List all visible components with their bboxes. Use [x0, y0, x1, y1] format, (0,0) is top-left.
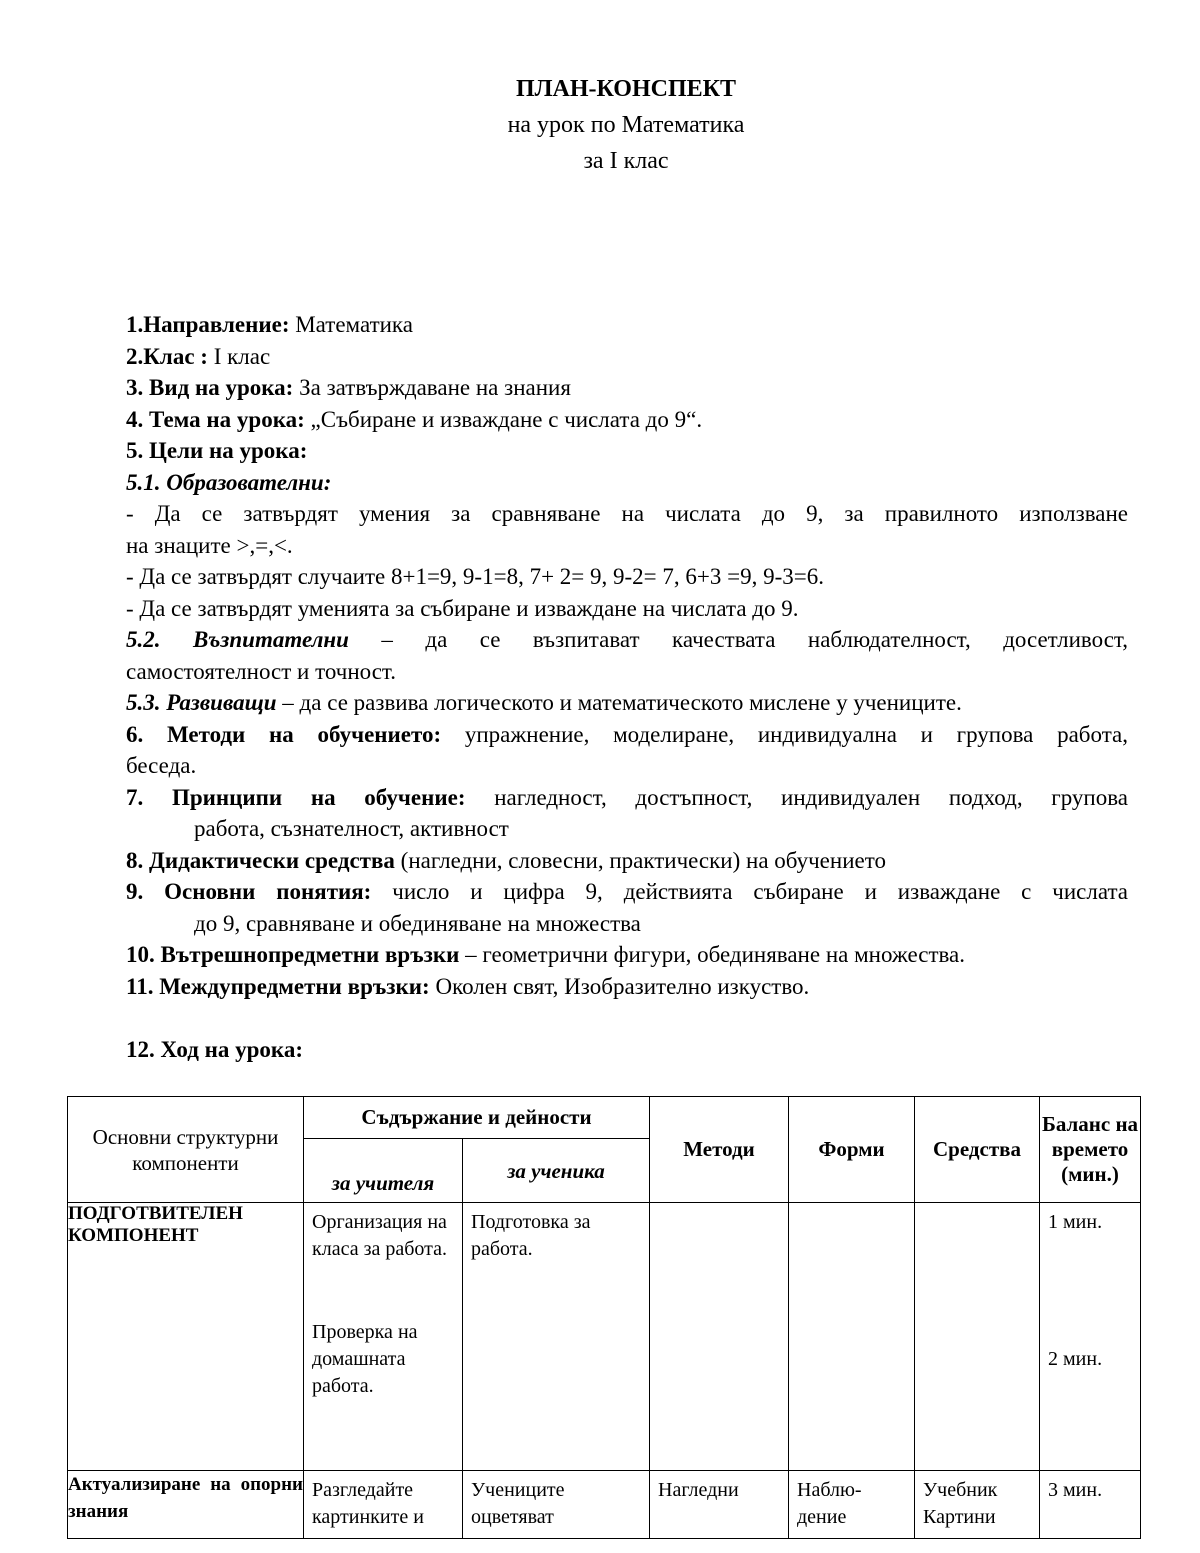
methods-cell: [650, 1471, 789, 1539]
time-value: 1 мин.: [1048, 1211, 1103, 1233]
item-methods-cont: беседа.: [126, 753, 197, 778]
time-value: 3 мин.: [1048, 1479, 1103, 1501]
forms-cell: [789, 1203, 915, 1471]
teacher-cell: [304, 1203, 463, 1471]
forms-cell: [789, 1471, 915, 1539]
time-value: 2 мин.: [1048, 1348, 1103, 1370]
item-goals-educational: 5.1. Образователни:: [126, 470, 332, 495]
forms-value: Наблю-дение: [797, 1479, 862, 1528]
item-lesson-type: 3. Вид на урока: За затвърждаване на знания: [126, 375, 571, 400]
item-goals: 5. Цели на урока:: [126, 438, 308, 463]
goal-line: на знаците >,=,<.: [126, 533, 293, 558]
item-didactic-means: 8. Дидактически средства (нагледни, словесни, практически) на обучението: [126, 848, 886, 873]
item-goals-upbringing: 5.2. Възпитателни – да се възпитават качествата наблюдателност, досетливост,: [126, 627, 1128, 652]
item-principles: 7. Принципи на обучение: нагледност, достъпност, индивидуален подход, групова: [126, 785, 1128, 810]
item-methods: 6. Методи на обучението: упражнение, моделиране, индивидуална и групова работа,: [126, 722, 1128, 747]
lesson-table: [67, 1096, 1141, 1539]
header-balance: Баланс на времето (мин.): [1040, 1097, 1141, 1203]
teacher-activity: Организация на класа за работа.: [312, 1211, 447, 1260]
header-content: Съдържание и дейности: [304, 1097, 650, 1139]
student-cell: [463, 1471, 650, 1539]
header-components: Основни структурни компоненти: [68, 1097, 304, 1203]
header-student: за ученика: [463, 1139, 650, 1203]
time-cell: [1040, 1471, 1141, 1539]
item-basic-concepts: 9. Основни понятия: число и цифра 9, действията събиране и изваждане с числата: [126, 879, 1128, 904]
document-grade: за I клас: [583, 148, 669, 174]
document-subtitle: на урок по Математика: [507, 112, 745, 138]
item-internal-links: 10. Вътрешнопредметни връзки – геометрични фигури, обединяване на множества.: [126, 942, 966, 967]
header-means: Средства: [915, 1097, 1040, 1203]
item-basic-concepts-cont: до 9, сравняване и обединяване на множества: [194, 911, 641, 936]
item-class: 2.Клас : I клас: [126, 344, 271, 369]
header-methods: Методи: [650, 1097, 789, 1203]
item-goals-developing: 5.3. Развиващи – да се развива логическото и математическото мислене у учениците.: [126, 690, 962, 715]
goal-line: самостоятелност и точност.: [126, 659, 396, 684]
means-cell: [915, 1203, 1040, 1471]
teacher-activity: Разгледайте картинките и: [312, 1479, 424, 1528]
item-lesson-flow: 12. Ход на урока:: [126, 1037, 303, 1062]
component-preparatory: ПОДГОТВИТЕЛЕН КОМПОНЕНТ: [68, 1203, 304, 1471]
item-direction: 1.Направление: Математика: [126, 312, 413, 337]
means-value: Учебник Картини: [923, 1479, 998, 1528]
time-cell: [1040, 1203, 1141, 1471]
student-activity: Подготовка за работа.: [471, 1211, 591, 1260]
header-teacher: за учителя: [304, 1139, 463, 1203]
goal-line: - Да се затвърдят случаите 8+1=9, 9-1=8, 7+ 2= 9, 9-2= 7, 6+3 =9, 9-3=6.: [126, 564, 824, 589]
teacher-cell: [304, 1471, 463, 1539]
item-lesson-topic: 4. Тема на урока: „Събиране и изваждане с числата до 9“.: [126, 407, 703, 432]
document-title: ПЛАН-КОНСПЕКТ: [515, 76, 737, 102]
methods-cell: [650, 1203, 789, 1471]
item-cross-links: 11. Междупредметни връзки: Околен свят, Изобразително изкуство.: [126, 974, 810, 999]
component-actualization: Актуализиране на опорни знания: [68, 1471, 304, 1539]
teacher-activity: Проверка на домашната работа.: [312, 1321, 418, 1397]
header-forms: Форми: [789, 1097, 915, 1203]
goal-line: - Да се затвърдят умения за сравняване на числата до 9, за правилното използване: [126, 501, 1128, 526]
item-principles-cont: работа, съзнателност, активност: [194, 816, 509, 841]
means-cell: [915, 1471, 1040, 1539]
methods-value: Нагледни: [658, 1479, 739, 1501]
goal-line: - Да се затвърдят уменията за събиране и изваждане на числата до 9.: [126, 596, 799, 621]
student-activity: Учениците оцветяват: [471, 1479, 565, 1528]
student-cell: [463, 1203, 650, 1471]
